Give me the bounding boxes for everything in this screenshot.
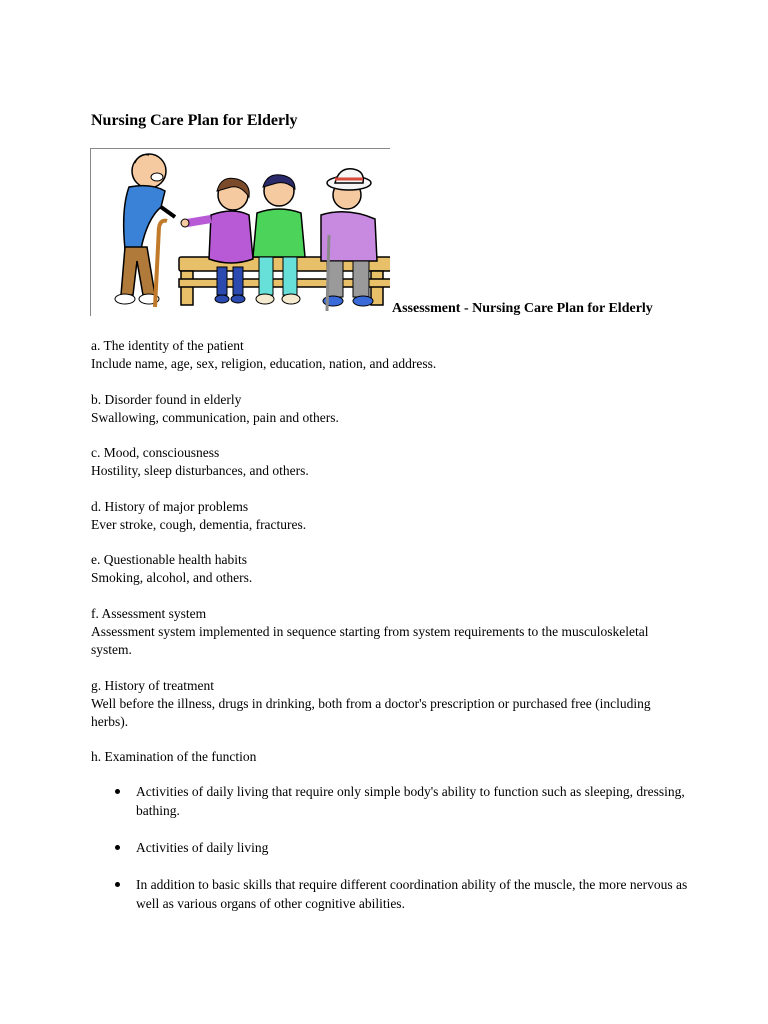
list-item (91, 838, 691, 857)
function-bullet-list (91, 782, 691, 931)
section-g (91, 677, 691, 731)
section-heading: b. Disorder found in elderly (91, 392, 242, 407)
bullet-icon (115, 789, 120, 794)
section-body: Well before the illness, drugs in drinking, both from a doctor's prescription or purchased free (including herbs). (91, 696, 651, 729)
list-item (91, 782, 691, 820)
section-heading: a. The identity of the patient (91, 338, 244, 353)
section-body: Include name, age, sex, religion, education, nation, and address. (91, 356, 437, 371)
section-b (91, 391, 691, 427)
list-item-text: Activities of daily living (136, 840, 269, 855)
section-body: Assessment system implemented in sequence starting from system requirements to the musculoskeletal system. (91, 624, 649, 657)
section-body: Ever stroke, cough, dementia, fractures. (91, 517, 307, 532)
section-body: Smoking, alcohol, and others. (91, 570, 253, 585)
section-c (91, 444, 691, 480)
old-man-figure (115, 154, 175, 307)
section-heading: g. History of treatment (91, 678, 214, 693)
section-h (91, 748, 691, 766)
list-item (91, 875, 691, 913)
section-heading: f. Assessment system (91, 606, 207, 621)
section-body: Hostility, sleep disturbances, and others. (91, 463, 309, 478)
section-heading: h. Examination of the function (91, 749, 257, 764)
section-f (91, 605, 691, 659)
section-heading: d. History of major problems (91, 499, 249, 514)
section-heading: e. Questionable health habits (91, 552, 247, 567)
image-caption: Assessment - Nursing Care Plan for Elderly (392, 301, 653, 316)
section-d (91, 498, 691, 534)
section-heading: c. Mood, consciousness (91, 445, 220, 460)
section-body: Swallowing, communication, pain and others. (91, 410, 339, 425)
list-item-text: Activities of daily living that require only simple body's ability to function such as sleeping, dressing, bathing. (136, 784, 685, 818)
bullet-icon (115, 845, 120, 850)
page-title: Nursing Care Plan for Elderly (91, 112, 298, 129)
woman-hat-figure (321, 169, 377, 311)
elderly-group-illustration (90, 148, 390, 316)
list-item-text: In addition to basic skills that require different coordination ability of the muscle, the more nervous as well as various organs of other cognitive abilities. (136, 877, 688, 911)
section-a (91, 337, 691, 373)
bullet-icon (115, 882, 120, 887)
section-e (91, 551, 691, 587)
